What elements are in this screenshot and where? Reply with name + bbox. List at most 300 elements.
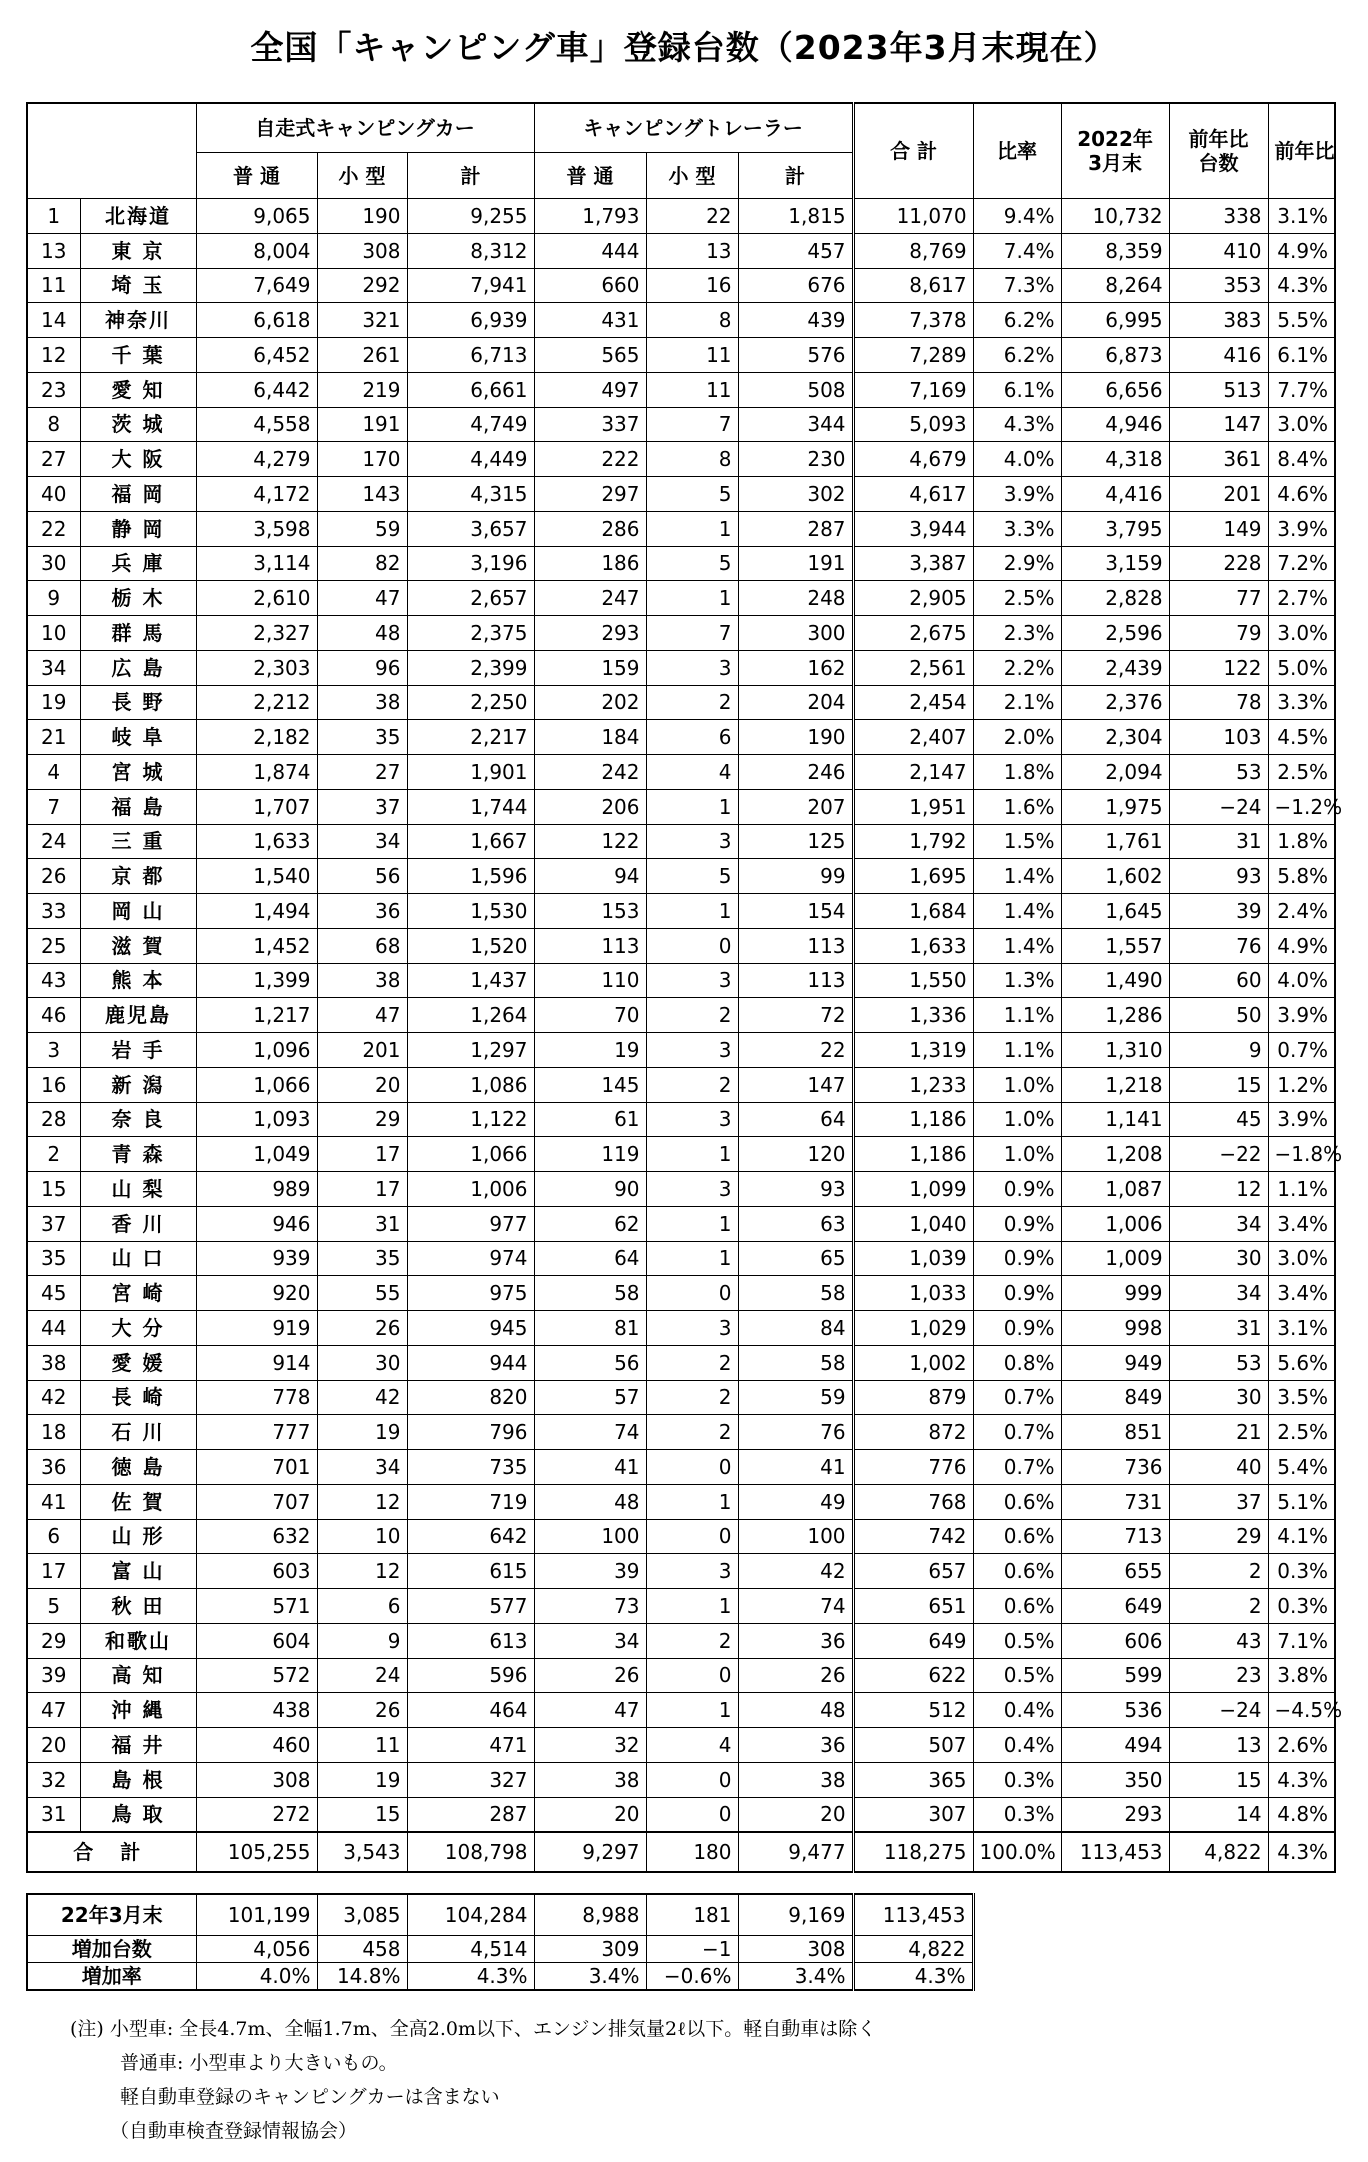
table-cell: 3.4% xyxy=(1268,1276,1335,1311)
table-cell: 974 xyxy=(407,1241,534,1276)
table-row xyxy=(27,963,1335,998)
table-cell: 302 xyxy=(738,477,853,512)
table-cell: 1,633 xyxy=(196,824,317,859)
table-cell: 11 xyxy=(646,372,738,407)
table-cell: 207 xyxy=(738,789,853,824)
table-cell: 41 xyxy=(534,1450,646,1485)
table-cell: 154 xyxy=(738,894,853,929)
table-cell: 431 xyxy=(534,303,646,338)
table-cell: 42 xyxy=(317,1380,407,1415)
table-cell: 2 xyxy=(646,1623,738,1658)
prefecture-code: 18 xyxy=(27,1415,80,1450)
table-cell: 4,558 xyxy=(196,407,317,442)
table-cell: 103 xyxy=(1169,720,1268,755)
table-cell: 1,452 xyxy=(196,928,317,963)
prefecture-code: 39 xyxy=(27,1658,80,1693)
table-cell: 4,749 xyxy=(407,407,534,442)
table-cell: 204 xyxy=(738,685,853,720)
registration-table xyxy=(26,102,1343,1873)
table-cell: 1.3% xyxy=(973,963,1061,998)
table-cell: 4.6% xyxy=(1268,477,1335,512)
table-cell: 287 xyxy=(738,511,853,546)
prefecture-name: 北海道 xyxy=(80,199,196,234)
comparison-cell: −1 xyxy=(646,1936,738,1963)
table-cell: 572 xyxy=(196,1658,317,1693)
prefecture-name: 長 崎 xyxy=(80,1380,196,1415)
table-cell: 59 xyxy=(738,1380,853,1415)
corner-cell xyxy=(27,103,196,199)
table-cell: 0.7% xyxy=(1268,1033,1335,1068)
table-cell: 321 xyxy=(317,303,407,338)
table-row xyxy=(27,477,1335,512)
table-cell: 7 xyxy=(646,407,738,442)
table-cell: 596 xyxy=(407,1658,534,1693)
prefecture-name: 愛 知 xyxy=(80,372,196,407)
table-cell: 190 xyxy=(317,199,407,234)
prefecture-code: 22 xyxy=(27,511,80,546)
table-cell: 1,264 xyxy=(407,998,534,1033)
prefecture-name: 滋 賀 xyxy=(80,928,196,963)
table-cell: 1,002 xyxy=(853,1345,973,1380)
table-cell: 2,439 xyxy=(1061,650,1169,685)
table-cell: 120 xyxy=(738,1137,853,1172)
header-sub-trailer-regular: 普 通 xyxy=(534,153,646,199)
table-cell: 272 xyxy=(196,1797,317,1832)
table-cell: 201 xyxy=(1169,477,1268,512)
table-cell: 3,795 xyxy=(1061,511,1169,546)
table-cell: 6 xyxy=(646,720,738,755)
table-cell: 0.6% xyxy=(973,1589,1061,1624)
table-cell: 9,065 xyxy=(196,199,317,234)
table-cell: 1.1% xyxy=(973,998,1061,1033)
table-cell: 1,006 xyxy=(1061,1206,1169,1241)
table-row xyxy=(27,1137,1335,1172)
table-cell: 17 xyxy=(317,1137,407,1172)
table-cell: 512 xyxy=(853,1693,973,1728)
table-cell: 0.3% xyxy=(1268,1589,1335,1624)
table-cell: 58 xyxy=(738,1276,853,1311)
table-cell: 70 xyxy=(534,998,646,1033)
table-cell: 1.4% xyxy=(973,928,1061,963)
table-cell: 438 xyxy=(196,1693,317,1728)
table-cell: 3.4% xyxy=(1268,1206,1335,1241)
table-cell: 872 xyxy=(853,1415,973,1450)
table-cell: 1,186 xyxy=(853,1137,973,1172)
comparison-cell: 8,988 xyxy=(534,1894,646,1936)
table-cell: 599 xyxy=(1061,1658,1169,1693)
prefecture-name: 奈 良 xyxy=(80,1102,196,1137)
table-cell: 735 xyxy=(407,1450,534,1485)
table-row xyxy=(27,1311,1335,1346)
table-cell: 9 xyxy=(1169,1033,1268,1068)
table-cell: 34 xyxy=(534,1623,646,1658)
prefecture-name: 大 阪 xyxy=(80,442,196,477)
table-cell: 3,114 xyxy=(196,546,317,581)
prefecture-code: 20 xyxy=(27,1728,80,1763)
table-cell: 849 xyxy=(1061,1380,1169,1415)
table-cell: 42 xyxy=(738,1554,853,1589)
table-cell: 778 xyxy=(196,1380,317,1415)
table-cell: 5.6% xyxy=(1268,1345,1335,1380)
table-cell: 230 xyxy=(738,442,853,477)
table-cell: 4.5% xyxy=(1268,720,1335,755)
table-cell: 1,490 xyxy=(1061,963,1169,998)
table-cell: 48 xyxy=(317,616,407,651)
table-cell: 29 xyxy=(317,1102,407,1137)
table-cell: 307 xyxy=(853,1797,973,1832)
table-cell: 657 xyxy=(853,1554,973,1589)
table-row xyxy=(27,789,1335,824)
table-cell: −1.8% xyxy=(1268,1137,1335,1172)
table-cell: 565 xyxy=(534,338,646,373)
table-cell: 20 xyxy=(738,1797,853,1832)
prefecture-name: 大 分 xyxy=(80,1311,196,1346)
table-cell: 5,093 xyxy=(853,407,973,442)
table-cell: 45 xyxy=(1169,1102,1268,1137)
table-cell: 43 xyxy=(1169,1623,1268,1658)
table-cell: 4,172 xyxy=(196,477,317,512)
table-cell: 1 xyxy=(646,1206,738,1241)
table-cell: 24 xyxy=(317,1658,407,1693)
table-cell: 68 xyxy=(317,928,407,963)
table-cell: 191 xyxy=(738,546,853,581)
table-cell: 190 xyxy=(738,720,853,755)
prefecture-code: 44 xyxy=(27,1311,80,1346)
table-cell: 444 xyxy=(534,233,646,268)
table-cell: 308 xyxy=(317,233,407,268)
prefecture-code: 1 xyxy=(27,199,80,234)
table-cell: 0.9% xyxy=(973,1276,1061,1311)
table-cell: 1,815 xyxy=(738,199,853,234)
table-cell: 3.9% xyxy=(973,477,1061,512)
prefecture-name: 福 島 xyxy=(80,789,196,824)
table-cell: 999 xyxy=(1061,1276,1169,1311)
prefecture-code: 16 xyxy=(27,1067,80,1102)
table-cell: 3.9% xyxy=(1268,998,1335,1033)
table-cell: 7.2% xyxy=(1268,546,1335,581)
comparison-cell: 4.0% xyxy=(196,1963,317,1991)
table-cell: 945 xyxy=(407,1311,534,1346)
table-cell: 6,939 xyxy=(407,303,534,338)
prefecture-code: 31 xyxy=(27,1797,80,1832)
table-cell: 536 xyxy=(1061,1693,1169,1728)
table-cell: 731 xyxy=(1061,1484,1169,1519)
prefecture-code: 47 xyxy=(27,1693,80,1728)
table-cell: 776 xyxy=(853,1450,973,1485)
table-cell: 74 xyxy=(534,1415,646,1450)
comparison-cell: 4,056 xyxy=(196,1936,317,1963)
prefecture-code: 32 xyxy=(27,1762,80,1797)
table-cell: 513 xyxy=(1169,372,1268,407)
table-cell: 2,657 xyxy=(407,581,534,616)
prefecture-code: 14 xyxy=(27,303,80,338)
total-cell: 100.0% xyxy=(973,1832,1061,1872)
table-cell: 300 xyxy=(738,616,853,651)
table-cell: 1,066 xyxy=(196,1067,317,1102)
total-cell: 4.3% xyxy=(1268,1832,1335,1872)
table-cell: 2.6% xyxy=(1268,1728,1335,1763)
table-cell: 3.0% xyxy=(1268,407,1335,442)
table-cell: 1,975 xyxy=(1061,789,1169,824)
table-cell: 1,530 xyxy=(407,894,534,929)
table-cell: 308 xyxy=(196,1762,317,1797)
prefecture-code: 26 xyxy=(27,859,80,894)
table-cell: 11,070 xyxy=(853,199,973,234)
table-cell: 3.1% xyxy=(1268,1311,1335,1346)
table-cell: 38 xyxy=(317,963,407,998)
prefecture-name: 岡 山 xyxy=(80,894,196,929)
prefecture-code: 3 xyxy=(27,1033,80,1068)
table-cell: 1,793 xyxy=(534,199,646,234)
table-cell: 0.5% xyxy=(973,1623,1061,1658)
prefecture-name: 栃 木 xyxy=(80,581,196,616)
table-cell: 35 xyxy=(317,1241,407,1276)
table-cell: 1,744 xyxy=(407,789,534,824)
table-cell: 0 xyxy=(646,1797,738,1832)
table-cell: 742 xyxy=(853,1519,973,1554)
table-cell: 119 xyxy=(534,1137,646,1172)
table-cell: 39 xyxy=(1169,894,1268,929)
table-cell: 9 xyxy=(317,1623,407,1658)
table-cell: 261 xyxy=(317,338,407,373)
table-cell: 60 xyxy=(1169,963,1268,998)
total-cell: 3,543 xyxy=(317,1832,407,1872)
table-cell: 34 xyxy=(317,1450,407,1485)
table-cell: 1 xyxy=(646,1589,738,1624)
table-cell: 16 xyxy=(646,268,738,303)
table-cell: 2.3% xyxy=(973,616,1061,651)
prefecture-name: 兵 庫 xyxy=(80,546,196,581)
table-cell: 7 xyxy=(646,616,738,651)
table-cell: 4.0% xyxy=(1268,963,1335,998)
table-cell: 603 xyxy=(196,1554,317,1589)
table-cell: 1.4% xyxy=(973,859,1061,894)
table-cell: 184 xyxy=(534,720,646,755)
table-cell: 1,217 xyxy=(196,998,317,1033)
table-cell: 0.7% xyxy=(973,1380,1061,1415)
table-cell: 7,169 xyxy=(853,372,973,407)
table-cell: 6.2% xyxy=(973,303,1061,338)
table-cell: 162 xyxy=(738,650,853,685)
prefecture-name: 三 重 xyxy=(80,824,196,859)
table-cell: 6,442 xyxy=(196,372,317,407)
header-self-propelled: 自走式キャンピングカー xyxy=(196,103,534,153)
table-cell: −24 xyxy=(1169,789,1268,824)
table-cell: 202 xyxy=(534,685,646,720)
table-cell: 975 xyxy=(407,1276,534,1311)
table-cell: 61 xyxy=(534,1102,646,1137)
table-cell: 292 xyxy=(317,268,407,303)
table-cell: 2,182 xyxy=(196,720,317,755)
table-row xyxy=(27,685,1335,720)
table-cell: 676 xyxy=(738,268,853,303)
table-cell: 1,596 xyxy=(407,859,534,894)
table-cell: 2.0% xyxy=(973,720,1061,755)
table-cell: 287 xyxy=(407,1797,534,1832)
table-cell: 353 xyxy=(1169,268,1268,303)
table-cell: 7.4% xyxy=(973,233,1061,268)
table-cell: 914 xyxy=(196,1345,317,1380)
prefecture-name: 京 都 xyxy=(80,859,196,894)
table-cell: 77 xyxy=(1169,581,1268,616)
comparison-cell: 113,453 xyxy=(853,1894,973,1936)
table-cell: 2,596 xyxy=(1061,616,1169,651)
page-title: 全国「キャンピング車」登録台数（2023年3月末現在） xyxy=(250,28,1118,67)
table-cell: 3.9% xyxy=(1268,1102,1335,1137)
header-prev-year: 2022年 3月末 xyxy=(1061,103,1169,199)
table-row xyxy=(27,442,1335,477)
table-cell: 606 xyxy=(1061,1623,1169,1658)
table-cell: 632 xyxy=(196,1519,317,1554)
table-cell: 508 xyxy=(738,372,853,407)
table-cell: 11 xyxy=(317,1728,407,1763)
table-cell: 439 xyxy=(738,303,853,338)
prefecture-code: 19 xyxy=(27,685,80,720)
header-sub-self-small: 小 型 xyxy=(317,153,407,199)
prefecture-name: 宮 城 xyxy=(80,755,196,790)
table-cell: 59 xyxy=(317,511,407,546)
prefecture-name: 茨 城 xyxy=(80,407,196,442)
table-cell: 4,946 xyxy=(1061,407,1169,442)
table-cell: 998 xyxy=(1061,1311,1169,1346)
table-cell: 12 xyxy=(317,1554,407,1589)
prefecture-name: 神奈川 xyxy=(80,303,196,338)
header-trailer: キャンピングトレーラー xyxy=(534,103,853,153)
table-cell: 122 xyxy=(1169,650,1268,685)
table-cell: 13 xyxy=(1169,1728,1268,1763)
table-cell: 8,617 xyxy=(853,268,973,303)
table-cell: 0.4% xyxy=(973,1728,1061,1763)
table-cell: 26 xyxy=(534,1658,646,1693)
table-row xyxy=(27,1658,1335,1693)
comparison-cell: 181 xyxy=(646,1894,738,1936)
table-cell: 507 xyxy=(853,1728,973,1763)
table-cell: 94 xyxy=(534,859,646,894)
table-cell: 1,141 xyxy=(1061,1102,1169,1137)
table-cell: 122 xyxy=(534,824,646,859)
table-cell: 1,218 xyxy=(1061,1067,1169,1102)
table-cell: 1,874 xyxy=(196,755,317,790)
table-cell: 713 xyxy=(1061,1519,1169,1554)
table-cell: 0 xyxy=(646,928,738,963)
table-cell: 1,122 xyxy=(407,1102,534,1137)
table-cell: 9.4% xyxy=(973,199,1061,234)
comparison-cell: 104,284 xyxy=(407,1894,534,1936)
table-cell: 701 xyxy=(196,1450,317,1485)
table-row xyxy=(27,894,1335,929)
table-cell: 39 xyxy=(534,1554,646,1589)
table-cell: 90 xyxy=(534,1172,646,1207)
table-cell: 20 xyxy=(317,1067,407,1102)
table-cell: 15 xyxy=(1169,1067,1268,1102)
table-cell: 3.0% xyxy=(1268,1241,1335,1276)
table-cell: 37 xyxy=(1169,1484,1268,1519)
table-cell: 0.7% xyxy=(973,1415,1061,1450)
table-cell: 4,449 xyxy=(407,442,534,477)
table-cell: 1,033 xyxy=(853,1276,973,1311)
table-cell: 949 xyxy=(1061,1345,1169,1380)
table-cell: 820 xyxy=(407,1380,534,1415)
table-cell: 1.0% xyxy=(973,1102,1061,1137)
table-row xyxy=(27,1206,1335,1241)
comparison-cell: 9,169 xyxy=(738,1894,853,1936)
prefecture-name: 佐 賀 xyxy=(80,1484,196,1519)
table-cell: 56 xyxy=(534,1345,646,1380)
table-cell: 719 xyxy=(407,1484,534,1519)
table-cell: 1,186 xyxy=(853,1102,973,1137)
table-cell: 0.9% xyxy=(973,1172,1061,1207)
table-cell: 344 xyxy=(738,407,853,442)
table-cell: 1,707 xyxy=(196,789,317,824)
table-cell: 615 xyxy=(407,1554,534,1589)
table-cell: 1 xyxy=(646,789,738,824)
note-line: （自動車検査登録情報協会） xyxy=(110,2120,358,2142)
table-row xyxy=(27,928,1335,963)
table-cell: 12 xyxy=(317,1484,407,1519)
table-cell: 100 xyxy=(738,1519,853,1554)
table-cell: 242 xyxy=(534,755,646,790)
table-cell: 19 xyxy=(317,1415,407,1450)
table-row xyxy=(27,1380,1335,1415)
table-cell: 201 xyxy=(317,1033,407,1068)
table-cell: 576 xyxy=(738,338,853,373)
table-cell: 30 xyxy=(1169,1241,1268,1276)
table-cell: 3 xyxy=(646,963,738,998)
prefecture-code: 10 xyxy=(27,616,80,651)
table-row xyxy=(27,1589,1335,1624)
table-cell: 1,399 xyxy=(196,963,317,998)
table-cell: 12 xyxy=(1169,1172,1268,1207)
comparison-cell: 3.4% xyxy=(738,1963,853,1991)
table-cell: 159 xyxy=(534,650,646,685)
table-cell: 22 xyxy=(738,1033,853,1068)
table-cell: 1,093 xyxy=(196,1102,317,1137)
table-cell: 1,951 xyxy=(853,789,973,824)
table-cell: 1,006 xyxy=(407,1172,534,1207)
table-cell: 642 xyxy=(407,1519,534,1554)
header-sub-self-total: 計 xyxy=(407,153,534,199)
table-cell: 36 xyxy=(738,1623,853,1658)
table-cell: 2.7% xyxy=(1268,581,1335,616)
table-cell: 0.6% xyxy=(973,1519,1061,1554)
prefecture-name: 広 島 xyxy=(80,650,196,685)
table-cell: 460 xyxy=(196,1728,317,1763)
table-cell: 5 xyxy=(646,546,738,581)
table-cell: 6.1% xyxy=(973,372,1061,407)
table-cell: 1.8% xyxy=(1268,824,1335,859)
table-cell: 17 xyxy=(317,1172,407,1207)
prefecture-code: 21 xyxy=(27,720,80,755)
table-cell: 2.5% xyxy=(973,581,1061,616)
table-cell: 337 xyxy=(534,407,646,442)
table-cell: 0.8% xyxy=(973,1345,1061,1380)
prefecture-name: 山 口 xyxy=(80,1241,196,1276)
table-cell: 1.0% xyxy=(973,1137,1061,1172)
table-cell: 10,732 xyxy=(1061,199,1169,234)
table-cell: 1,066 xyxy=(407,1137,534,1172)
prefecture-name: 青 森 xyxy=(80,1137,196,1172)
table-cell: 2.9% xyxy=(973,546,1061,581)
table-cell: 946 xyxy=(196,1206,317,1241)
table-cell: 58 xyxy=(534,1276,646,1311)
table-cell: 26 xyxy=(317,1693,407,1728)
table-row xyxy=(27,1484,1335,1519)
table-row xyxy=(27,1728,1335,1763)
table-cell: −1.2% xyxy=(1268,789,1335,824)
total-label: 合 計 xyxy=(27,1832,196,1872)
table-row xyxy=(27,1415,1335,1450)
table-cell: 110 xyxy=(534,963,646,998)
